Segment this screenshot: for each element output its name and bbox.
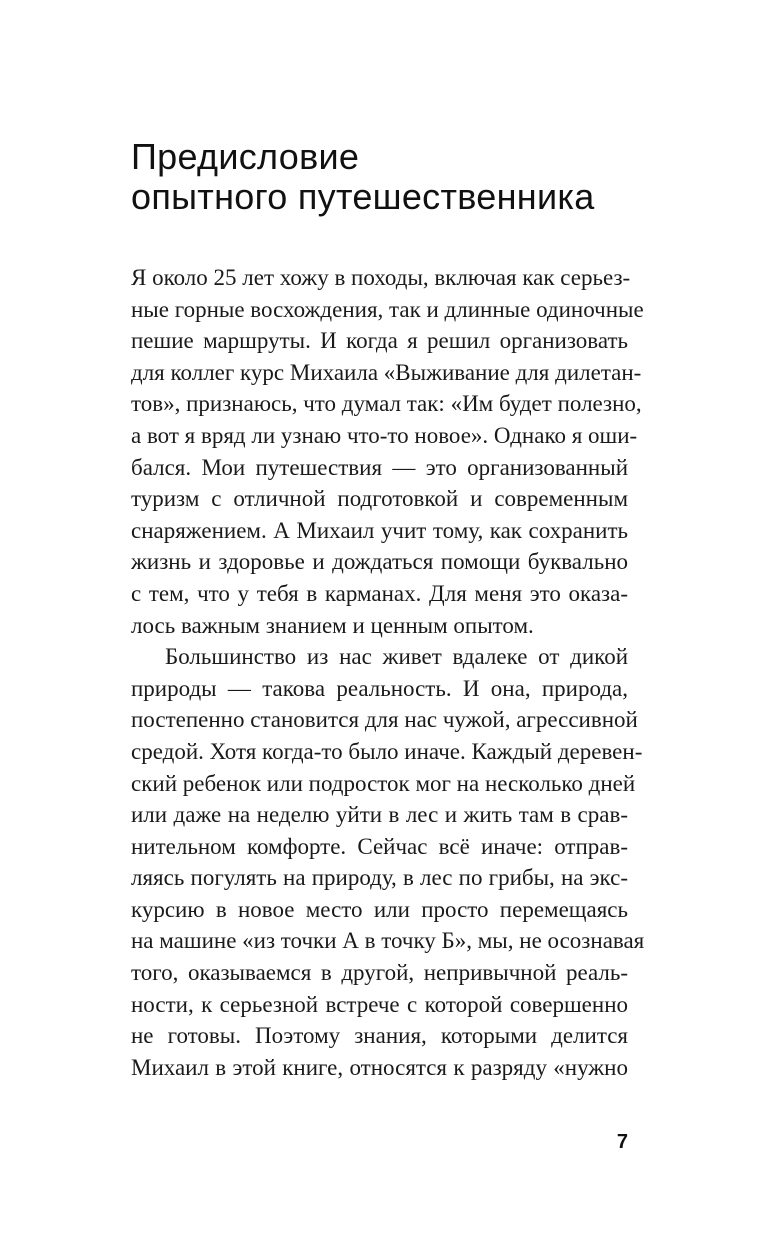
text-line: ности, к серьезной встрече с которой совершенно [131,991,628,1017]
text-line: бался. Мои путешествия — это организованный [131,454,628,480]
text-line: с тем, что у тебя в карманах. Для меня это оказа- [131,580,628,606]
text-line: ский ребенок или подросток мог на несколько дней [131,770,636,796]
text-line: того, оказываемся в другой, непривычной реаль- [131,960,628,986]
text-line: туризм с отличной подготовкой и современным [131,486,628,512]
text-line: или даже на неделю уйти в лес и жить там в срав- [131,802,628,828]
text-line: Большинство из нас живет вдалеке от дикой [165,644,628,670]
text-line: а вот я вряд ли узнаю что-то новое». Однако я оши- [131,422,638,448]
body-text [131,262,645,1083]
text-line: природы — такова реальность. И она, природа, [131,675,628,701]
text-line: ляясь погулять на природу, в лес по грибы, на экс- [131,865,628,891]
text-line: жизнь и здоровье и дождаться помощи буквально [131,549,628,575]
text-line: Я около 25 лет хожу в походы, включая как серьез- [131,265,631,290]
text-line: курсию в новое место или просто перемещаясь [131,896,628,922]
chapter-heading-line: Предисловие [131,136,360,177]
chapter-heading-line: опытного путешественника [131,176,595,217]
paragraph-2 [131,641,645,1083]
text-line: пешие маршруты. И когда я решил организовать [131,328,628,354]
chapter-heading [131,137,711,217]
text-line: лось важным знанием и ценным опытом. [131,612,534,638]
text-line: нительном комфорте. Сейчас всё иначе: отправ- [131,833,628,859]
text-line: снаряжением. А Михаил учит тому, как сохранить [131,517,628,543]
text-line: постепенно становится для нас чужой, агрессивной [131,707,638,733]
paragraph-1 [131,262,644,641]
text-line: на машине «из точки А в точку Б», мы, не осознавая [131,928,645,954]
text-line: для коллег курс Михаила «Выживание для дилетан- [131,359,642,385]
text-line: средой. Хотя когда-то было иначе. Каждый деревен- [131,738,643,764]
page-number: 7 [616,1131,628,1153]
text-line: ные горные восхождения, так и длинные одиночные [131,296,644,322]
text-line: тов», признаюсь, что думал так: «Им будет полезно, [131,391,642,417]
text-line: не готовы. Поэтому знания, которыми делится [131,1023,628,1049]
text-line: Михаил в этой книге, относятся к разряду «нужно [131,1054,628,1080]
